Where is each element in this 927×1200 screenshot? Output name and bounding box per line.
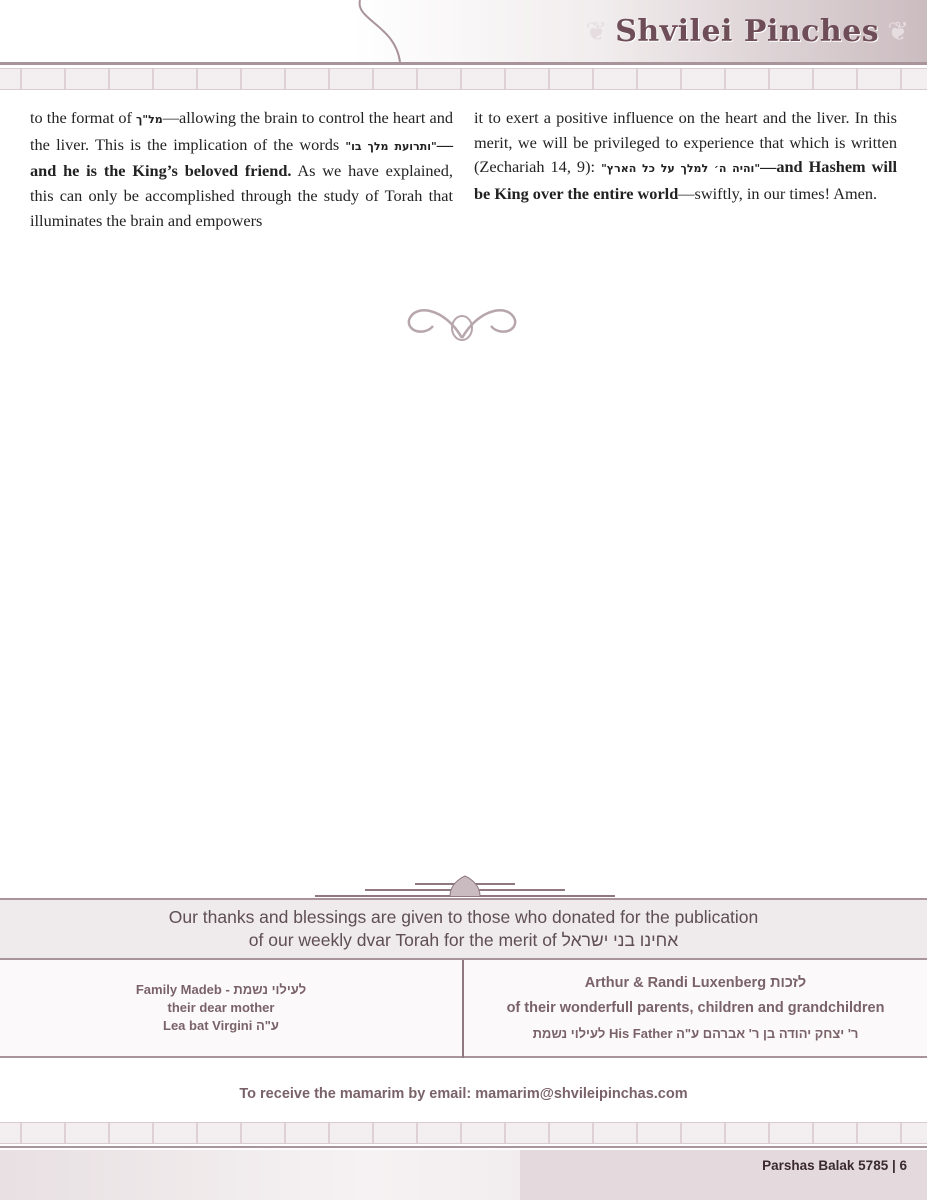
- donor-heading-line: of our weekly dvar Torah for the merit of אחינו בני ישראל: [248, 930, 679, 950]
- bold-translation: —and Hashem will be King over the entire world: [474, 157, 897, 204]
- donor-heading-line: Our thanks and blessings are given to those who donated for the publication: [168, 907, 759, 927]
- donor-line: Lea bat Virgini ע"ה: [163, 1018, 279, 1033]
- brand-row: [585, 10, 909, 54]
- scroll-ornament-icon: ❦: [585, 17, 608, 46]
- hebrew-quote: "ותרועת מלך בו": [345, 139, 437, 153]
- donor-line: Arthur & Randi Luxenberg לזכות: [584, 974, 807, 991]
- donor-cell-madeb: [0, 960, 462, 1056]
- publication-logo: Shvilei Pinches: [615, 14, 880, 49]
- page-number-label: Parshas Balak 5785 | 6: [762, 1158, 907, 1173]
- donor-section-ornament: [315, 874, 615, 898]
- header-rule: [0, 62, 927, 65]
- article-column-right: [474, 106, 897, 207]
- page-header: [0, 0, 927, 62]
- body-text: to the format of: [30, 108, 137, 127]
- body-text: As we have explained, this can only be accomplished through the study of Torah that illuminates the brain and empowers: [30, 161, 453, 230]
- donor-line: their dear mother: [167, 1000, 275, 1015]
- email-subscription-text: To receive the mamarim by email: mamarim@shvileipinchas.com: [239, 1086, 688, 1102]
- donor-line: Family Madeb - לעילוי נשמת: [135, 982, 307, 997]
- footer-ornament-border: [0, 1122, 927, 1144]
- donor-table: [0, 960, 927, 1058]
- page-footer: [0, 1150, 927, 1200]
- header-curve-decoration: [345, 0, 435, 62]
- donor-line: of their wonderfull parents, children and grandchildren: [506, 999, 885, 1016]
- bold-translation: —and he is the King’s beloved friend.: [30, 134, 453, 181]
- header-ornament-border: [0, 68, 927, 90]
- hebrew-text: מל"ך: [136, 113, 163, 126]
- body-text: it to exert a positive influence on the heart and the liver. In this merit, we will be privileged to experience that which is written (Zechariah 14, 9):: [474, 108, 897, 177]
- donor-cell-luxenberg: [464, 960, 927, 1056]
- body-text: —swiftly, in our times! Amen.: [678, 184, 878, 204]
- hebrew-quote: "והיה ה׳ למלך על כל הארץ": [601, 162, 761, 176]
- scroll-ornament-icon: ❦: [887, 17, 909, 46]
- body-text: —allowing the brain to control the heart and the liver. This is the implication of the words: [30, 108, 453, 154]
- footer-rule: [0, 1146, 927, 1148]
- section-divider-ornament: [405, 298, 519, 344]
- article-column-left: [30, 106, 453, 234]
- donor-heading: [0, 898, 927, 960]
- donor-line: לעילוי נשמת His Father ר' יצחק יהודה בן ר' אברהם ע"ה: [532, 1025, 859, 1041]
